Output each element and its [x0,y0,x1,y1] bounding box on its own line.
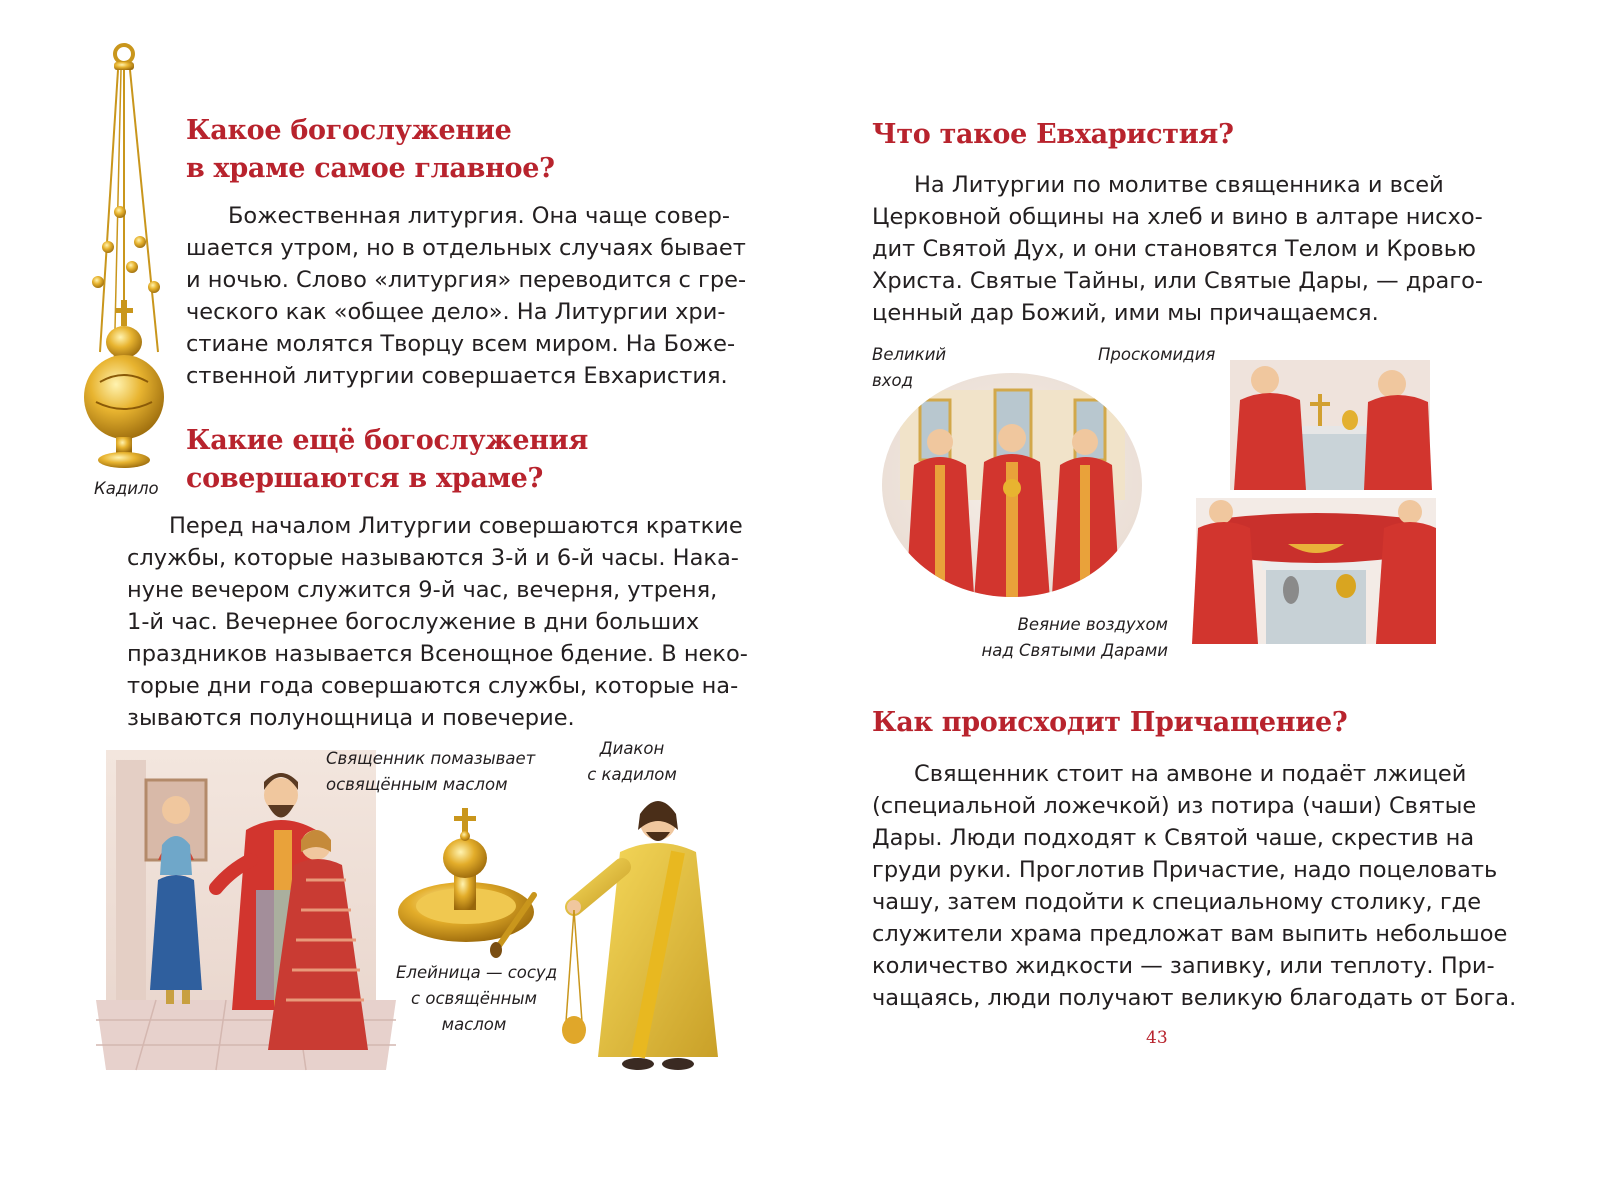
paragraph-line: служители храма предложат вам выпить небольшое [872,921,1508,947]
left-page [0,0,800,1190]
paragraph-line: ческого как «общее дело». На Литургии хри- [186,299,726,325]
anointing-illustration [96,750,396,1070]
section1-paragraph [186,200,747,392]
section2-title [186,422,588,498]
caption-line: Диакон [599,739,665,758]
page-number: 43 [1146,1028,1168,1048]
paragraph-line: зываются полунощница и повечерие. [127,705,575,731]
paragraph-line: Божественная литургия. Она чаще совер- [228,203,731,229]
oil-vessel-caption [396,960,558,1038]
censer-illustration [78,42,178,472]
paragraph-line: торые дни года совершаются службы, которые на- [127,673,739,699]
paragraph-line: ценный дар Божий, ими мы причащаемся. [872,300,1379,326]
paragraph-line: Христа. Святые Тайны, или Святые Дары, — драго- [872,268,1484,294]
section3-title [872,116,1234,154]
anointing-caption [326,746,535,798]
paragraph-line: количество жидкости — запивку, или теплоту. При- [872,953,1495,979]
paragraph-line: чашу, затем подойти к специальному столику, где [872,889,1482,915]
paragraph-line: нуне вечером служится 9-й час, вечерня, утреня, [127,577,718,603]
veil-waving-caption [960,612,1168,664]
section2-paragraph [127,510,748,734]
caption-line: Веяние воздухом [1017,615,1168,634]
censer-caption: Кадило [94,479,159,498]
paragraph-line: (специальной ложечкой) из потира (чаши) Святые [872,793,1477,819]
deacon-caption [582,736,682,788]
paragraph-line: ственной литургии совершается Евхаристия. [186,363,728,389]
paragraph-line: На Литургии по молитве священника и всей [914,172,1444,198]
paragraph-line: чащаясь, люди получают великую благодать от Бога. [872,985,1517,1011]
section1-title-line: Какое богослужение [186,115,512,146]
great-entrance-illustration [880,370,1145,600]
proskomedia-caption [1098,342,1215,368]
paragraph-line: Церковной общины на хлеб и вино в алтаре нисхо- [872,204,1483,230]
proskomedia-illustration [1220,360,1435,490]
paragraph-line: груди руки. Проглотив Причастие, надо поцеловать [872,857,1498,883]
paragraph-line: и ночью. Слово «литургия» переводится с гре- [186,267,747,293]
section3-title-line: Что такое Евхаристия? [872,119,1234,150]
section2-title-line: Какие ещё богослужения [186,425,589,456]
caption-line: Проскомидия [1098,345,1216,364]
section3-paragraph [872,169,1484,329]
caption-line: маслом [441,1015,507,1034]
paragraph-line: 1-й час. Вечернее богослужение в дни больших [127,609,700,635]
section1-title [186,112,555,188]
paragraph-line: службы, которые называются 3-й и 6-й часы. Нака- [127,545,739,571]
paragraph-line: шается утром, но в отдельных случаях бывает [186,235,746,261]
paragraph-line: Священник стоит на амвоне и подаёт лжицей [914,761,1467,787]
caption-line: Священник помазывает [326,749,536,768]
caption-line: Великий [872,345,947,364]
section1-title-line: в храме самое главное? [186,153,555,184]
paragraph-line: праздников называется Всенощное бдение. В неко- [127,641,748,667]
veil-waving-illustration [1196,498,1436,644]
section4-paragraph [872,758,1517,1014]
section4-title-line: Как происходит Причащение? [872,707,1348,738]
paragraph-line: стиане молятся Творцу всем миром. На Боже- [186,331,736,357]
caption-line: Елейница — сосуд [396,963,558,982]
deacon-illustration [560,792,740,1072]
oil-vessel-illustration [396,800,546,960]
section4-title [872,704,1347,742]
caption-line: над Святыми Дарами [981,641,1168,660]
caption-line: с освящённым [411,989,537,1008]
caption-line: освящённым маслом [326,775,508,794]
caption-line: с кадилом [587,765,677,784]
right-page [800,0,1620,1190]
paragraph-line: дит Святой Дух, и они становятся Телом и Кровью [872,236,1476,262]
paragraph-line: Дары. Люди подходят к Святой чаше, скрестив на [872,825,1475,851]
caption-line: вход [872,371,913,390]
paragraph-line: Перед началом Литургии совершаются краткие [169,513,743,539]
section2-title-line: совершаются в храме? [186,463,544,494]
